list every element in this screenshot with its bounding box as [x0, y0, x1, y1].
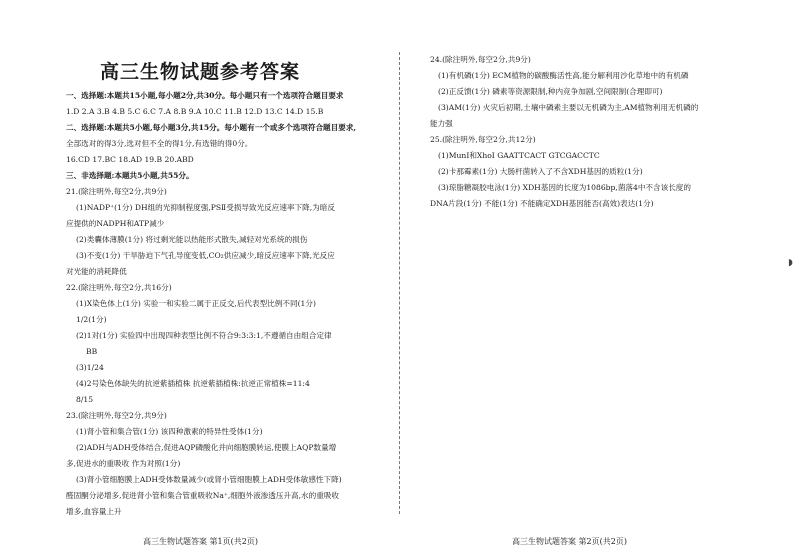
answer-page-2 — [400, 0, 800, 558]
answer-line: 一、选择题:本题共15小题,每小题2分,共30分。每小题只有一个选项符合题目要求 — [66, 91, 344, 100]
answer-line: 能力强 — [430, 119, 453, 128]
scan-mark-icon: ◗ — [788, 258, 793, 268]
answer-line: (1)有机磷(1分) ECM植物的碳酸酶活性高,能分解利用沙化草地中的有机磷 — [438, 71, 689, 80]
answer-line: 25.(除注明外,每空2分,共12分) — [430, 135, 536, 144]
answer-line: (4)2号染色体缺失的抗逆紫插植株 抗逆紫插植株:抗逆正常植株=11:4 — [76, 379, 310, 388]
answer-line: 1.D 2.A 3.B 4.B 5.C 6.C 7.A 8.B 9.A 10.C 11.B 12.D 13.C 14.D 15.B — [66, 107, 324, 116]
answer-line: (1)肾小管和集合管(1分) 该四种激素的特异性受体(1分) — [76, 427, 263, 436]
answer-line: 全部选对的得3分,选对但不全的得1分,有选错的得0分。 — [66, 139, 253, 148]
answer-line: 22.(除注明外,每空2分,共16分) — [66, 283, 172, 292]
answer-line: (2)卡那霉素(1分) 大肠杆菌转入了不含XDH基因的质粒(1分) — [438, 167, 643, 176]
answer-line: 多,促进水的重吸收 作为对照(1分) — [66, 459, 181, 468]
page-footer: 高三生物试题答案 第2页(共2页) — [512, 537, 627, 546]
answer-line: 23.(除注明外,每空2分,共9分) — [66, 411, 167, 420]
answer-line: 增多,血容量上升 — [66, 507, 122, 516]
answer-line: (2)正反馈(1分) 磷素等资源限制,种内竞争加剧,空间限制(合理即可) — [438, 87, 663, 96]
answer-line: 21.(除注明外,每空2分,共9分) — [66, 187, 167, 196]
answer-line: (1)NADP⁺(1分) DH组的光抑制程度强,PSⅡ受损导致光反应速率下降,为暗反 — [76, 203, 335, 212]
answer-line: (2)1对(1分) 实验四中出现四种表型比例不符合9:3:3:1,不遵循自由组合定律 — [76, 331, 332, 340]
answer-line: DNA片段(1分) 不能(1分) 不能确定XDH基因能否(高效)表达(1分) — [430, 199, 654, 208]
answer-line: (3)不变(1分) 干旱胁迫下气孔导度变低,CO₂供应减少,暗反应速率下降,光反应 — [76, 251, 335, 260]
answer-line: 对光能的消耗降低 — [66, 267, 127, 276]
answer-line: 醛固酮分泌增多,促进肾小管和集合管重吸收Na⁺,细胞外液渗透压升高,水的重吸收 — [66, 491, 340, 500]
answer-line: (2)ADH与ADH受体结合,促进AQP磷酸化并向细胞膜转运,使膜上AQP数量增 — [76, 443, 337, 452]
answer-line: BB — [86, 347, 98, 356]
answer-line: (3)琼脂糖凝胶电泳(1分) XDH基因的长度为1086bp,菌落4中不含该长度的 — [438, 183, 691, 192]
answer-line: 应提供的NADPH和ATP减少 — [66, 219, 165, 228]
answer-line: 24.(除注明外,每空2分,共9分) — [430, 55, 531, 64]
answer-line: (2)类囊体薄膜(1分) 将过剩光能以热能形式散失,减轻对光系统的损伤 — [76, 235, 308, 244]
answer-line: 二、选择题:本题共5小题,每小题3分,共15分。每小题有一个或多个选项符合题目要求, — [66, 123, 357, 132]
page-title: 高三生物试题参考答案 — [99, 61, 300, 83]
answer-line: (3)AM(1分) 火灾后初期,土壤中磷素主要以无机磷为主,AM植物利用无机磷的 — [438, 103, 699, 112]
answer-line: 三、非选择题:本题共5小题,共55分。 — [66, 171, 194, 180]
answer-line: (1)MunⅠ和XhoⅠ GAATTCACT GTCGACCTC — [438, 151, 600, 160]
page-footer: 高三生物试题答案 第1页(共2页) — [143, 537, 258, 546]
answer-line: (1)X染色体上(1分) 实验一和实验二属于正反交,后代表型比例不同(1分) — [76, 299, 316, 308]
answer-line: (3)肾小管细胞膜上ADH受体数量减少(或肾小管细胞膜上ADH受体敏感性下降) — [76, 475, 342, 484]
answer-line: 16.CD 17.BC 18.AD 19.B 20.ABD — [66, 155, 194, 164]
answer-line: 8/15 — [76, 395, 94, 404]
answer-line: (3)1/24 — [76, 363, 104, 372]
answer-line: 1/2(1分) — [76, 315, 107, 324]
